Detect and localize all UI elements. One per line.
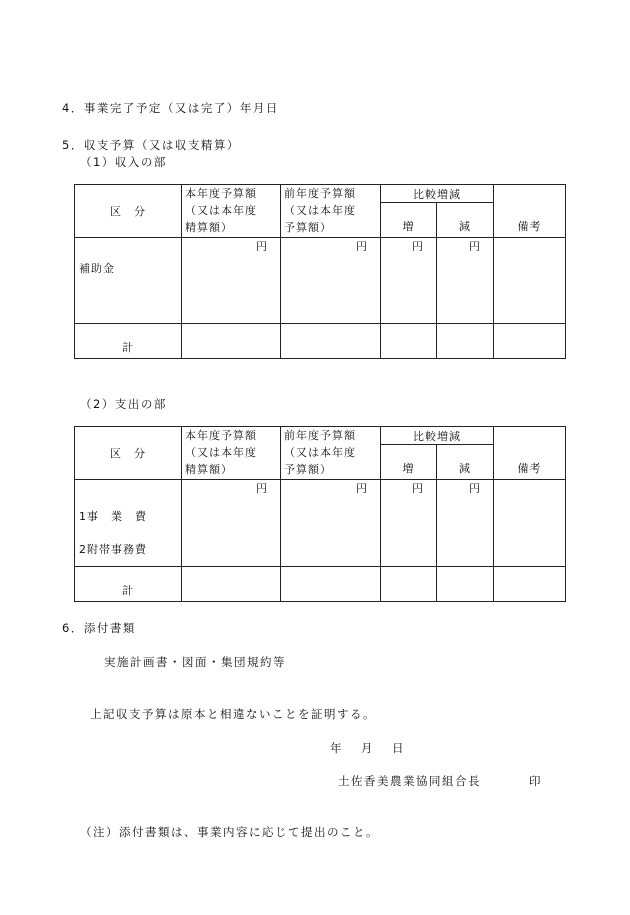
income-total-decrease [437, 324, 494, 359]
certification-signer: 土佐香美農業協同組合長 [338, 774, 481, 788]
income-total-label: 計 [75, 324, 182, 359]
expense-header-current-line2: （又は本年度 [185, 446, 257, 459]
income-total-increase [381, 324, 437, 359]
income-header-previous-line1: 前年度予算額 [284, 187, 356, 200]
expense-total-current [182, 567, 281, 602]
income-header-remarks: 備考 [494, 185, 566, 238]
certification-statement: 上記収支予算は原本と相違ないことを証明する。 [90, 707, 376, 721]
expense-total-label: 計 [75, 567, 182, 602]
expense-header-category: 区 分 [75, 427, 182, 480]
expense-header-decrease: 減 [437, 445, 494, 480]
expense-header-remarks: 備考 [494, 427, 566, 480]
expense-header-previous-line3: 予算額） [284, 463, 332, 476]
certification-date: 年 月 日 [330, 741, 408, 755]
income-table [74, 184, 566, 359]
expense-subtitle: （2）支出の部 [80, 397, 167, 411]
expense-yen-previous: 円 [281, 480, 381, 567]
income-header-decrease: 減 [437, 203, 494, 238]
expense-remarks-cell [494, 480, 566, 567]
seal-mark: 印 [529, 774, 542, 788]
footnote: （注）添付書類は、事業内容に応じて提出のこと。 [80, 825, 379, 839]
expense-header-previous-line2: （又は本年度 [284, 446, 356, 459]
expense-row-admin-cost: 2附帯事務費 [79, 543, 147, 556]
income-header-previous-line2: （又は本年度 [284, 204, 356, 217]
income-yen-decrease: 円 [437, 238, 494, 324]
expense-header-increase: 増 [381, 445, 437, 480]
expense-total-remarks [494, 567, 566, 602]
expense-header-previous [281, 427, 381, 480]
income-yen-previous: 円 [281, 238, 381, 324]
expense-yen-current: 円 [182, 480, 281, 567]
income-header-increase: 増 [381, 203, 437, 238]
income-header-comparison: 比較増減 [381, 185, 494, 203]
expense-header-current [182, 427, 281, 480]
expense-header-current-line3: 精算額） [185, 463, 233, 476]
attachments-content: 実施計画書・図面・集団規約等 [104, 655, 286, 669]
expense-header-comparison: 比較増減 [381, 427, 494, 445]
income-header-previous-line3: 予算額） [284, 221, 332, 234]
expense-total-decrease [437, 567, 494, 602]
expense-total-previous [281, 567, 381, 602]
section5-title: 5．収支予算（又は収支精算） [62, 138, 240, 152]
income-total-current [182, 324, 281, 359]
income-header-current-line1: 本年度予算額 [185, 187, 257, 200]
income-total-remarks [494, 324, 566, 359]
expense-yen-increase: 円 [381, 480, 437, 567]
expense-header-current-line1: 本年度予算額 [185, 429, 257, 442]
income-header-current [182, 185, 281, 238]
section6-title: 6．添付書類 [62, 621, 136, 635]
expense-header-previous-line1: 前年度予算額 [284, 429, 356, 442]
income-header-current-line2: （又は本年度 [185, 204, 257, 217]
section4-title: 4．事業完了予定（又は完了）年月日 [62, 101, 279, 115]
income-header-previous [281, 185, 381, 238]
expense-yen-decrease: 円 [437, 480, 494, 567]
expense-total-increase [381, 567, 437, 602]
expense-row-project-cost: 1事 業 費 [79, 510, 147, 523]
income-remarks-cell [494, 238, 566, 324]
income-subtitle: （1）収入の部 [80, 155, 167, 169]
income-header-category: 区 分 [75, 185, 182, 238]
income-total-previous [281, 324, 381, 359]
income-yen-current: 円 [182, 238, 281, 324]
expense-row-labels [75, 480, 182, 567]
expense-table [74, 426, 566, 602]
income-yen-increase: 円 [381, 238, 437, 324]
income-header-current-line3: 精算額） [185, 221, 233, 234]
income-row-subsidy: 補助金 [75, 238, 182, 324]
